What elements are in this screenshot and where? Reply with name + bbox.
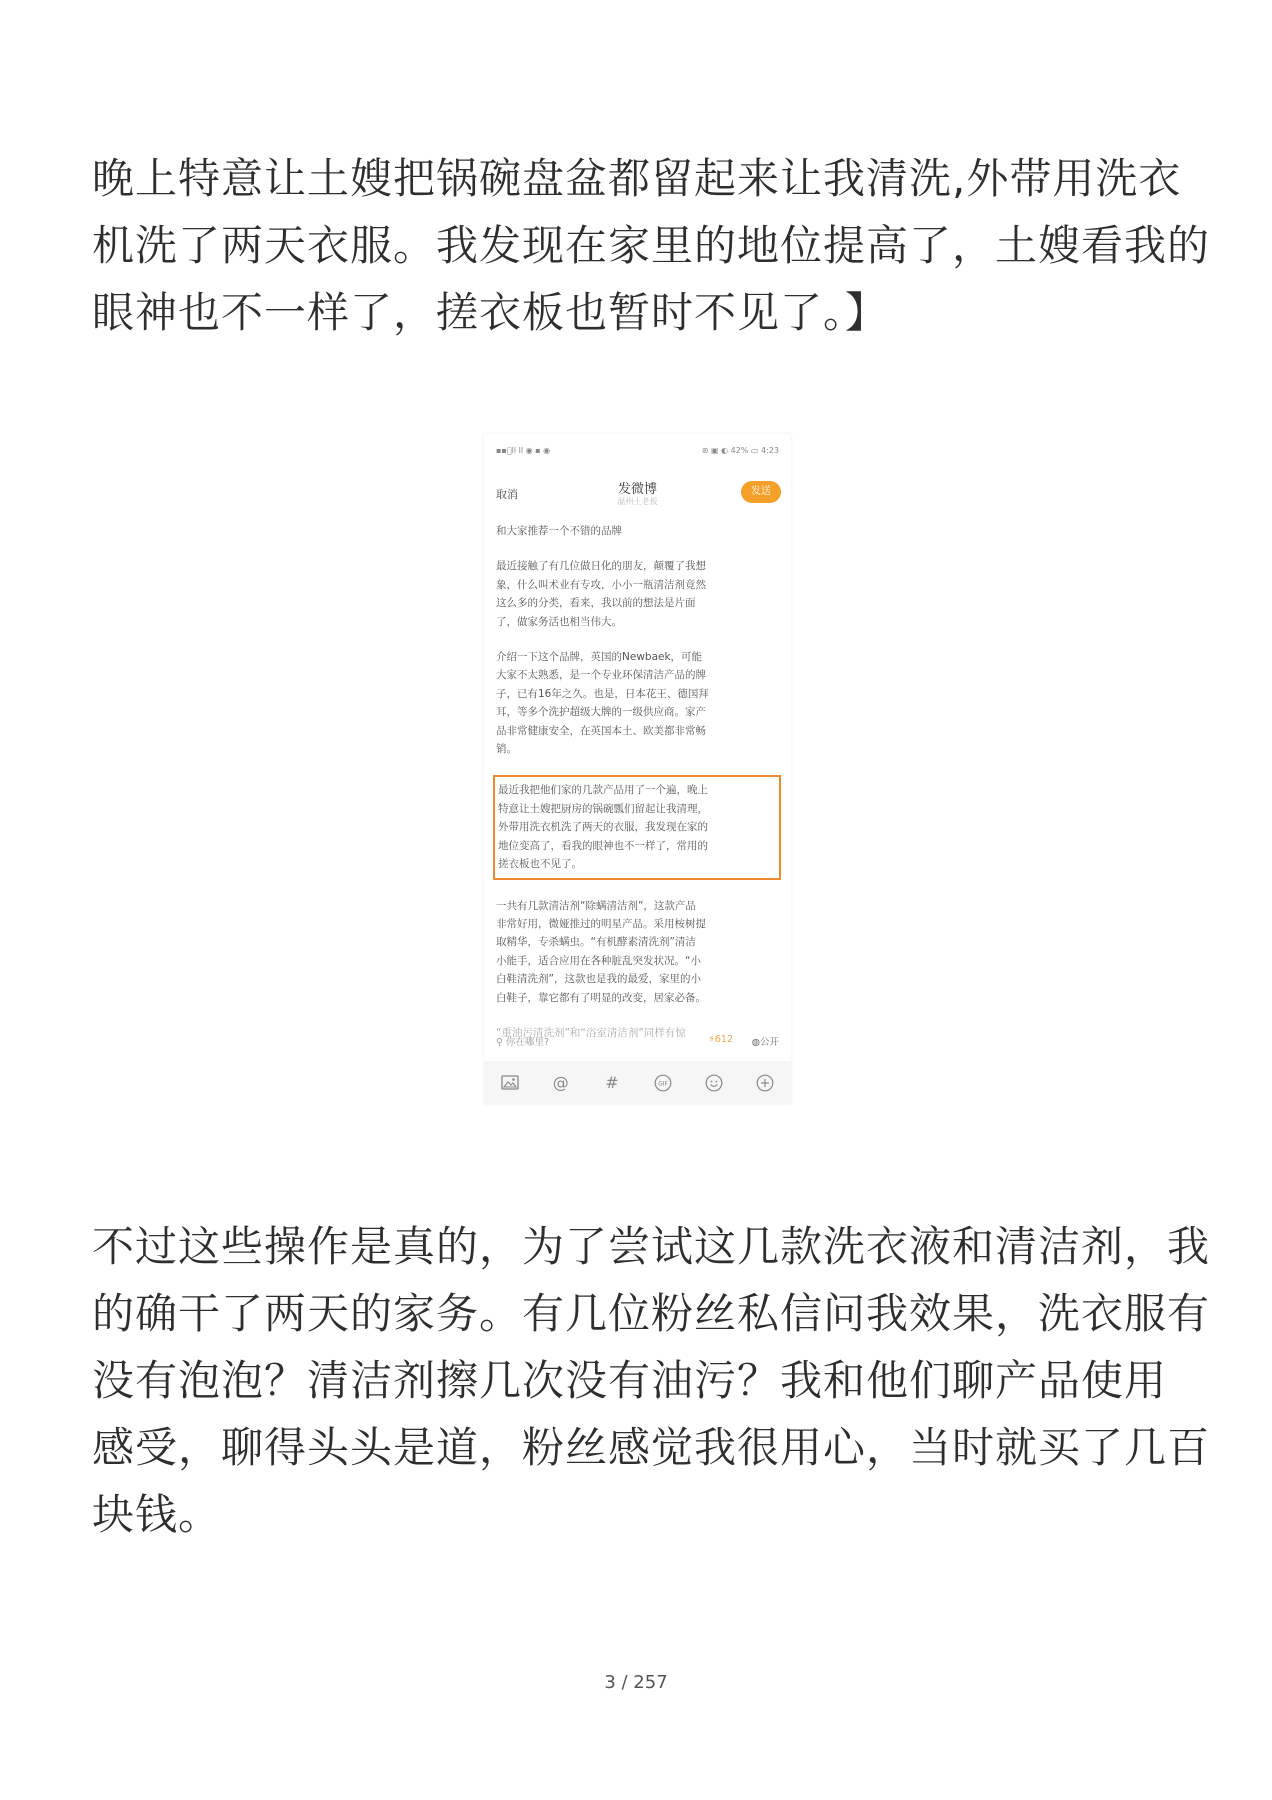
at-icon[interactable]: @ — [552, 1073, 569, 1092]
post-line: 最近我把他们家的几款产品用了一个遍，晚上 — [498, 784, 708, 797]
post-line: 一共有几款清洁剂“除螨清洁剂”，这款产品 — [496, 899, 696, 912]
post-line: 地位变高了，看我的眼神也不一样了，常用的 — [498, 839, 708, 852]
article-paragraph-bottom — [92, 1213, 1211, 1548]
location-label: 你在哪里? — [506, 1037, 550, 1048]
post-line: 特意让土嫂把厨房的锅碗瓢们留起让我清理， — [498, 802, 708, 815]
post-line: 介绍一下这个品牌，英国的Newbaek，可能 — [496, 651, 703, 664]
image-icon[interactable] — [499, 1072, 521, 1094]
visibility-label: 公开 — [759, 1037, 779, 1048]
post-line: 搓衣板也不见了。 — [498, 858, 582, 871]
post-line: 白鞋子，靠它都有了明显的改变，居家必备。 — [496, 991, 706, 1004]
post-line: 白鞋清洗剂”，这款也是我的最爱，家里的小 — [496, 973, 701, 986]
text-line: 感受，聊得头头是道，粉丝感觉我很用心，当时就买了几百 — [92, 1423, 1211, 1472]
send-button[interactable]: 发送 — [741, 481, 781, 503]
highlighted-paragraph — [493, 775, 781, 879]
text-line: 块钱。 — [92, 1490, 222, 1539]
location-pin-icon: ⚲ — [496, 1037, 503, 1048]
lightning-icon: ⚡ — [708, 1034, 715, 1045]
text-line: 没有泡泡？清洁剂擦几次没有油污？我和他们聊产品使用 — [92, 1356, 1168, 1405]
compose-toolbar — [484, 1061, 791, 1104]
visibility-button[interactable] — [752, 1034, 779, 1048]
text-line: 的确干了两天的家务。有几位粉丝私信问我效果，洗衣服有 — [92, 1289, 1211, 1338]
post-line: 象，什么叫术业有专攻，小小一瓶清洁剂竟然 — [496, 578, 706, 591]
post-line: 销。 — [496, 743, 517, 756]
post-line: 这么多的分类，看来，我以前的想法是片面 — [496, 597, 696, 610]
post-line: 小能手，适合应用在各种脏乱突发状况。“小 — [496, 954, 701, 967]
location-button[interactable] — [496, 1034, 549, 1048]
globe-icon: ◍ — [751, 1037, 760, 1048]
post-heading — [496, 522, 779, 540]
emoji-icon[interactable] — [703, 1072, 725, 1094]
compose-title: 发微博 — [617, 482, 657, 497]
page-number: 3 / 257 — [604, 1672, 668, 1693]
post-paragraph-2 — [496, 648, 779, 758]
article-paragraph-top — [92, 145, 1211, 346]
gif-icon[interactable] — [652, 1072, 674, 1094]
post-line: 和大家推荐一个不错的品牌 — [496, 525, 622, 537]
compose-subtitle: 温州土老板 — [617, 497, 658, 506]
post-paragraph-1 — [496, 557, 779, 631]
text-line: 不过这些操作是真的，为了尝试这几款洗衣液和清洁剂，我 — [92, 1222, 1211, 1271]
post-line: “重油污清洗剂”和“浴室清洁剂”同样有惊 — [496, 1026, 686, 1039]
post-line: 最近接触了有几位做日化的朋友，颠覆了我想 — [496, 560, 706, 573]
char-count-value: 612 — [714, 1034, 733, 1045]
post-line: 品非常健康安全，在英国本土、欧美都非常畅 — [496, 724, 706, 737]
status-left: ▪▪᪲ll ll ◉ ▪ ◉ — [496, 446, 551, 455]
post-line: 大家不太熟悉，是一个专业环保清洁产品的牌 — [496, 669, 706, 682]
post-line: 了，做家务活也相当伟大。 — [496, 615, 622, 628]
text-line: 晚上特意让土嫂把锅碗盘盆都留起来让我清洗,外带用洗衣 — [92, 154, 1182, 203]
post-line: 子，已有16年之久。也是，日本花王、德国拜 — [496, 687, 709, 700]
plus-icon[interactable] — [754, 1072, 776, 1094]
status-right: ⊛ ▣ ◐ 42% ▭ 4:23 — [701, 446, 779, 455]
post-paragraph-4 — [496, 897, 779, 1007]
char-counter — [708, 1034, 733, 1045]
post-line: 耳，等多个洗护超级大牌的一级供应商。家产 — [496, 706, 706, 719]
embedded-phone-screenshot — [484, 434, 791, 1104]
post-body[interactable] — [496, 522, 779, 1059]
post-line: 非常好用，微娅推过的明星产品。采用桉树提 — [496, 917, 706, 930]
location-row — [496, 1034, 779, 1052]
text-line: 机洗了两天衣服。我发现在家里的地位提高了，土嫂看我的 — [92, 221, 1211, 270]
text-line: 眼神也不一样了，搓衣板也暂时不见了。】 — [92, 288, 889, 337]
cancel-button[interactable]: 取消 — [496, 488, 518, 501]
status-bar — [496, 446, 779, 460]
hashtag-icon[interactable]: # — [605, 1073, 619, 1092]
svg-text:GIF: GIF — [658, 1080, 668, 1087]
post-line: 取精华，专杀螨虫。“有机酵素清洗剂”清洁 — [496, 936, 696, 949]
post-line: 外带用洗衣机洗了两天的衣服，我发现在家的 — [498, 821, 708, 834]
compose-navbar — [484, 470, 791, 514]
